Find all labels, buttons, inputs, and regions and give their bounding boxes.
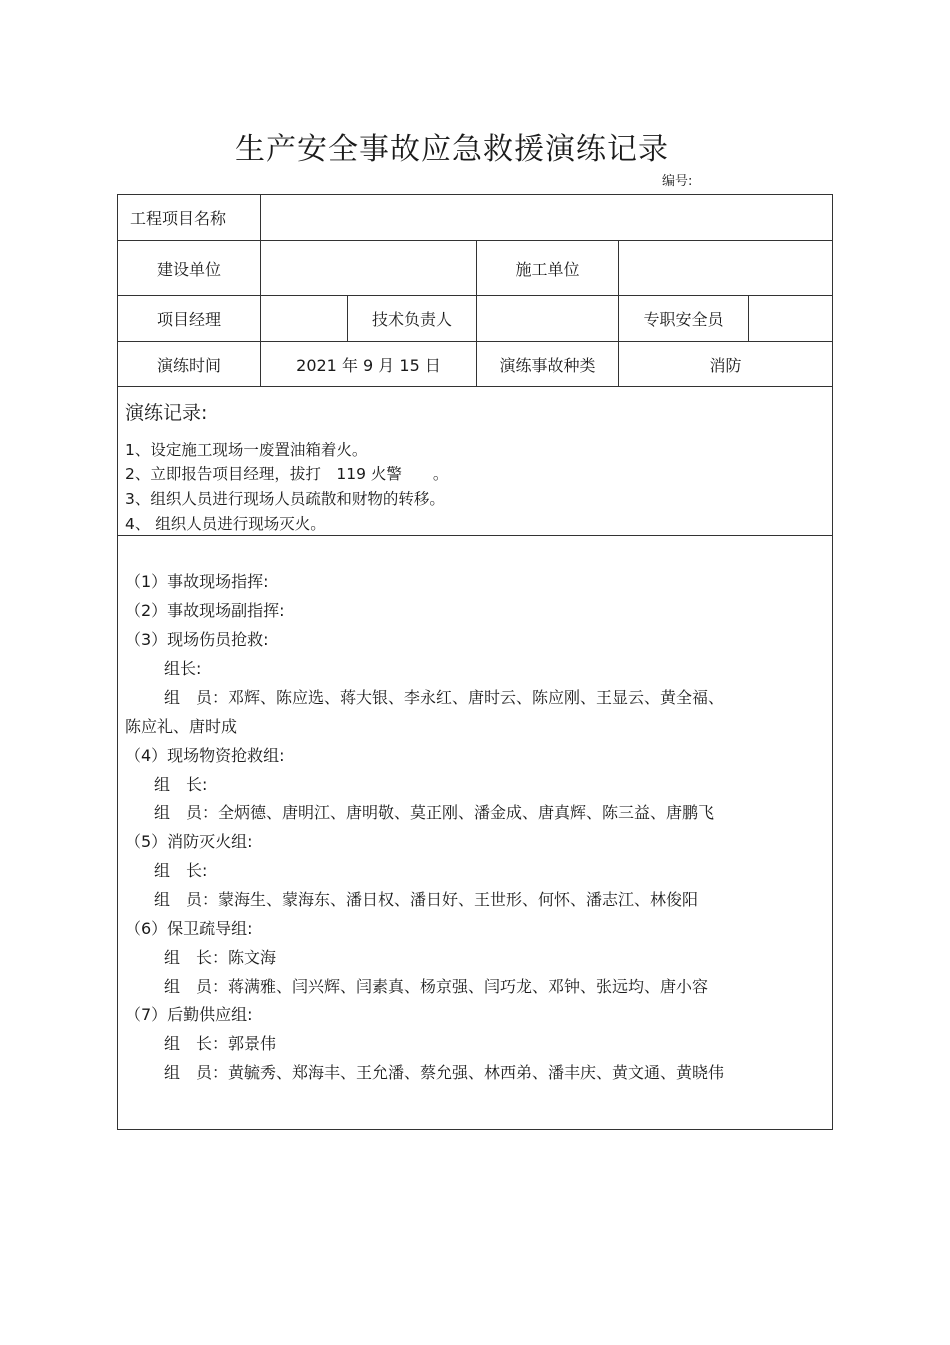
record-step: 4、 组织人员进行现场灭火。 [125,515,326,533]
record-step: 1、设定施工现场一废置油箱着火。 [125,441,368,459]
project-manager-label: 项目经理 [156,310,221,329]
org-line: （7）后勤供应组: [125,1005,253,1024]
org-line: 组长: [164,659,202,678]
org-line: （1）事故现场指挥: [125,572,269,591]
document-number-label: 编号: [662,174,693,189]
drill-time-label: 演练时间 [156,355,221,375]
org-line: 组 长：郭景伟 [164,1034,277,1053]
document-title: 生产安全事故应急救援演练记录 [235,132,669,167]
tech-lead-field[interactable] [477,296,618,341]
row-divider [117,386,833,387]
drill-record-title: 演练记录: [125,402,208,424]
tech-lead-label: 技术负责人 [371,310,452,329]
drill-time-value[interactable]: 2021 年 9 月 15 日 [296,355,441,375]
record-step: 3、组织人员进行现场人员疏散和财物的转移。 [125,490,445,508]
row-divider [117,535,833,536]
builder-label: 建设单位 [156,259,221,279]
org-line: 组 长: [154,775,208,794]
org-line: （6）保卫疏导组: [125,919,253,938]
org-line: （3）现场伤员抢救: [125,630,269,649]
project-name-label: 工程项目名称 [130,209,227,228]
org-line: 组 长: [154,861,208,880]
project-name-field[interactable] [261,195,832,240]
builder-field[interactable] [261,241,476,295]
org-line: 组 员：黄毓秀、郑海丰、王允潘、蔡允强、林西弟、潘丰庆、黄文通、黄晓伟 [164,1063,725,1082]
org-line: 陈应礼、唐时成 [125,717,238,736]
accident-type-label: 演练事故种类 [499,355,596,375]
org-line: 组 员：蒙海生、蒙海东、潘日权、潘日好、王世形、何怀、潘志江、林俊阳 [154,890,699,909]
accident-type-value[interactable]: 消防 [709,355,742,375]
org-line: （5）消防灭火组: [125,832,253,851]
org-line: 组 长：陈文海 [164,948,277,967]
org-line: 组 员：全炳德、唐明江、唐明敬、莫正刚、潘金成、唐真辉、陈三益、唐鹏飞 [154,803,715,822]
contractor-label: 施工单位 [515,259,580,279]
org-line: 组 员：蒋满雅、闫兴辉、闫素真、杨京强、闫巧龙、邓钟、张远均、唐小容 [164,977,709,996]
safety-officer-field[interactable] [749,296,832,341]
safety-officer-label: 专职安全员 [643,310,724,329]
org-line: （4）现场物资抢救组: [125,746,285,765]
contractor-field[interactable] [619,241,832,295]
record-step: 2、立即报告项目经理，拔打 119 火警 。 [125,465,449,483]
project-manager-field[interactable] [261,296,347,341]
org-line: 组 员：邓辉、陈应选、蒋大银、李永红、唐时云、陈应刚、王显云、黄全福、 [164,688,725,707]
org-line: （2）事故现场副指挥: [125,601,285,620]
